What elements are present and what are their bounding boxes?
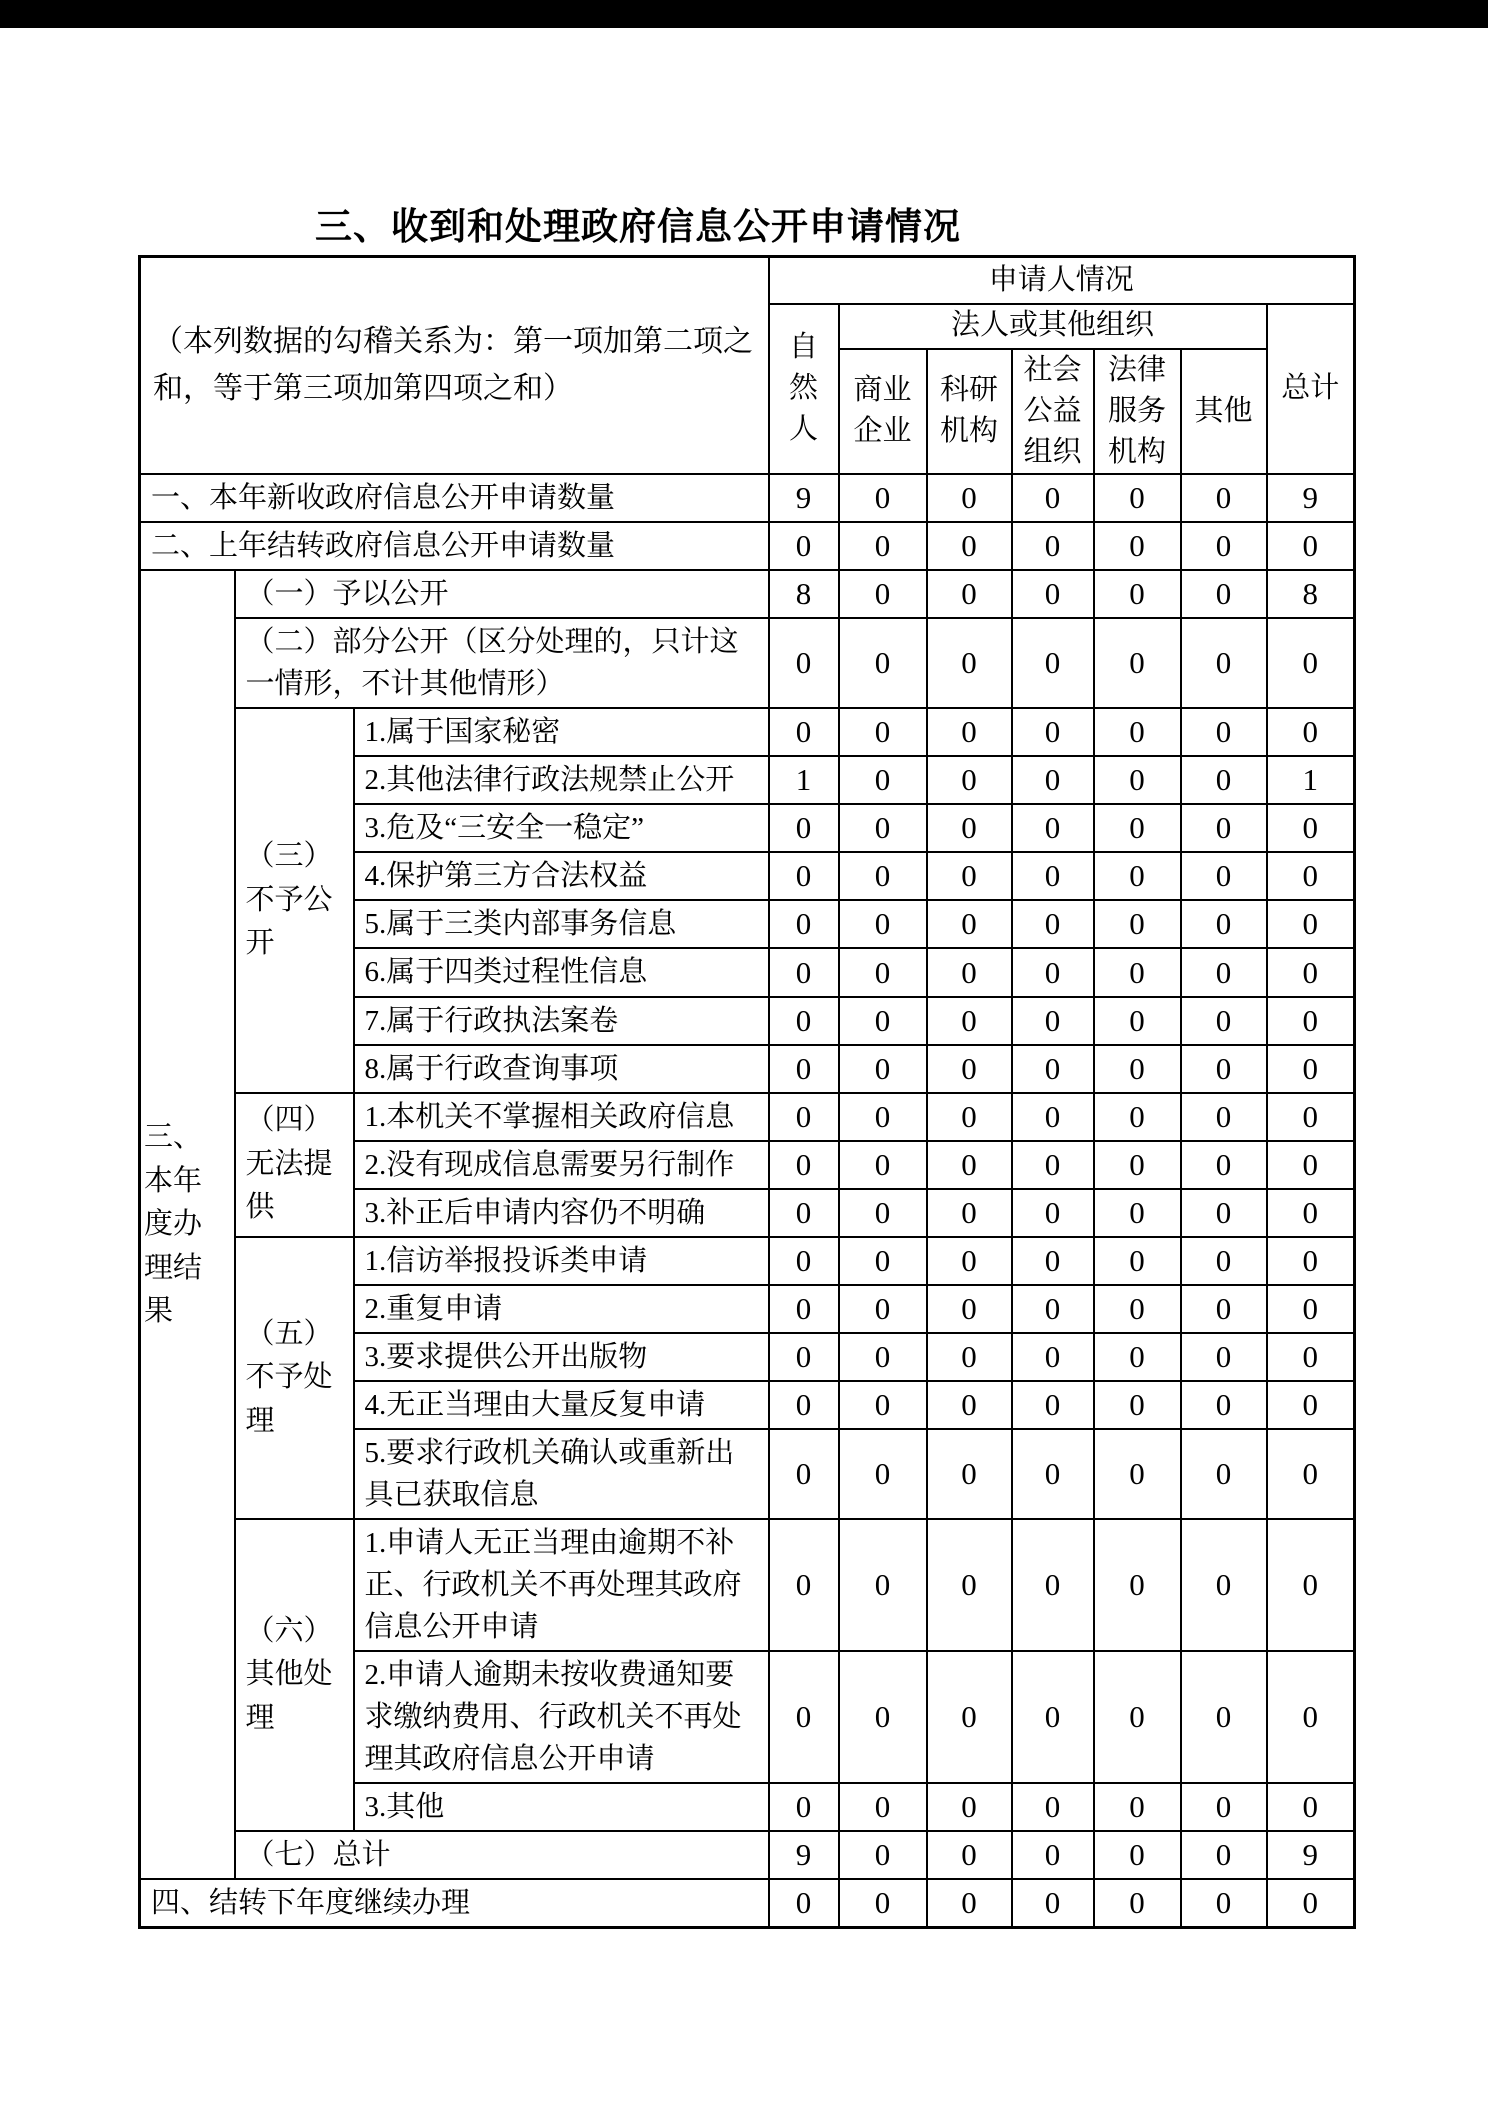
row-label: 2.申请人逾期未按收费通知要求缴纳费用、行政机关不再处理其政府信息公开申请 [354, 1651, 769, 1783]
value-cell: 0 [839, 1429, 927, 1519]
row-label: （一）予以公开 [235, 570, 769, 618]
value-cell: 0 [1181, 948, 1267, 996]
value-cell: 0 [1181, 1429, 1267, 1519]
value-cell: 0 [1181, 1783, 1267, 1831]
value-cell: 0 [839, 1381, 927, 1429]
value-cell: 0 [1094, 756, 1181, 804]
value-cell: 0 [1181, 804, 1267, 852]
value-cell: 0 [769, 1141, 839, 1189]
value-cell: 0 [927, 804, 1012, 852]
table-row [140, 1237, 1355, 1285]
value-cell: 0 [1094, 1879, 1181, 1928]
value-cell: 0 [927, 570, 1012, 618]
header-total: 总计 [1267, 304, 1355, 475]
header-other-org: 其他 [1181, 349, 1267, 475]
value-cell: 0 [839, 900, 927, 948]
value-cell: 0 [1012, 948, 1094, 996]
value-cell: 0 [1094, 804, 1181, 852]
value-cell: 0 [1267, 1333, 1355, 1381]
value-cell: 0 [1267, 618, 1355, 708]
value-cell: 0 [1094, 1519, 1181, 1651]
row-label: （二）部分公开（区分处理的，只计这一情形，不计其他情形） [235, 618, 769, 708]
value-cell: 0 [1181, 1831, 1267, 1879]
row-label: 一、本年新收政府信息公开申请数量 [140, 474, 769, 522]
value-cell: 0 [1267, 1189, 1355, 1237]
value-cell: 0 [769, 1879, 839, 1928]
value-cell: 0 [1267, 1783, 1355, 1831]
value-cell: 0 [839, 1651, 927, 1783]
value-cell: 1 [769, 756, 839, 804]
value-cell: 0 [927, 1093, 1012, 1141]
value-cell: 0 [1181, 997, 1267, 1045]
value-cell: 9 [769, 474, 839, 522]
value-cell: 0 [1267, 1519, 1355, 1651]
value-cell: 0 [769, 1189, 839, 1237]
value-cell: 0 [769, 1783, 839, 1831]
value-cell: 0 [1267, 1141, 1355, 1189]
value-cell: 0 [1181, 900, 1267, 948]
value-cell: 0 [927, 852, 1012, 900]
value-cell: 0 [927, 618, 1012, 708]
value-cell: 0 [839, 756, 927, 804]
row-label: 4.保护第三方合法权益 [354, 852, 769, 900]
row-label: 1.属于国家秘密 [354, 708, 769, 756]
row-label: 二、上年结转政府信息公开申请数量 [140, 522, 769, 570]
value-cell: 0 [1181, 1093, 1267, 1141]
value-cell: 0 [1094, 900, 1181, 948]
value-cell: 0 [1012, 1651, 1094, 1783]
table-note: （本列数据的勾稽关系为：第一项加第二项之和，等于第三项加第四项之和） [140, 257, 769, 475]
value-cell: 0 [927, 1879, 1012, 1928]
value-cell: 0 [839, 948, 927, 996]
value-cell: 0 [839, 1333, 927, 1381]
value-cell: 0 [839, 1285, 927, 1333]
value-cell: 0 [839, 1093, 927, 1141]
value-cell: 0 [769, 522, 839, 570]
value-cell: 0 [1094, 522, 1181, 570]
value-cell: 0 [927, 1429, 1012, 1519]
row-label: 8.属于行政查询事项 [354, 1045, 769, 1093]
value-cell: 0 [839, 1237, 927, 1285]
value-cell: 0 [839, 1831, 927, 1879]
value-cell: 0 [1181, 1519, 1267, 1651]
value-cell: 0 [1181, 522, 1267, 570]
row-label: 3.要求提供公开出版物 [354, 1333, 769, 1381]
value-cell: 0 [1267, 804, 1355, 852]
value-cell: 0 [839, 997, 927, 1045]
value-cell: 0 [1012, 1381, 1094, 1429]
value-cell: 0 [1267, 1237, 1355, 1285]
value-cell: 0 [1267, 1381, 1355, 1429]
row-label: 1.申请人无正当理由逾期不补正、行政机关不再处理其政府信息公开申请 [354, 1519, 769, 1651]
value-cell: 0 [769, 1381, 839, 1429]
value-cell: 0 [1094, 948, 1181, 996]
value-cell: 0 [1012, 1045, 1094, 1093]
value-cell: 0 [1012, 474, 1094, 522]
value-cell: 0 [1094, 1045, 1181, 1093]
value-cell: 0 [1012, 852, 1094, 900]
value-cell: 9 [1267, 1831, 1355, 1879]
value-cell: 0 [1094, 1285, 1181, 1333]
value-cell: 0 [927, 1141, 1012, 1189]
value-cell: 9 [769, 1831, 839, 1879]
section-label: 三、本年度办理结果 [140, 570, 235, 1879]
value-cell: 0 [927, 1831, 1012, 1879]
value-cell: 0 [1181, 852, 1267, 900]
table-row [140, 257, 1355, 304]
table-row [140, 522, 1355, 570]
value-cell: 0 [1181, 618, 1267, 708]
value-cell: 0 [769, 1045, 839, 1093]
row-label: 6.属于四类过程性信息 [354, 948, 769, 996]
value-cell: 0 [1181, 1333, 1267, 1381]
applications-table [138, 255, 1356, 1929]
value-cell: 0 [927, 1045, 1012, 1093]
value-cell: 0 [1094, 618, 1181, 708]
value-cell: 0 [927, 1333, 1012, 1381]
group-label: （五）不予处理 [235, 1237, 354, 1519]
value-cell: 0 [927, 708, 1012, 756]
value-cell: 0 [769, 997, 839, 1045]
group-label: （四）无法提供 [235, 1093, 354, 1237]
value-cell: 0 [1094, 1141, 1181, 1189]
value-cell: 0 [1094, 1189, 1181, 1237]
value-cell: 0 [839, 1141, 927, 1189]
value-cell: 0 [839, 1519, 927, 1651]
value-cell: 0 [839, 804, 927, 852]
value-cell: 0 [927, 1381, 1012, 1429]
value-cell: 0 [1181, 1189, 1267, 1237]
header-legal-or-other-org: 法人或其他组织 [839, 304, 1267, 349]
value-cell: 0 [839, 852, 927, 900]
value-cell: 0 [1267, 1045, 1355, 1093]
value-cell: 0 [769, 948, 839, 996]
value-cell: 0 [927, 474, 1012, 522]
value-cell: 0 [927, 948, 1012, 996]
value-cell: 0 [1012, 570, 1094, 618]
value-cell: 0 [927, 1519, 1012, 1651]
group-label: （六）其他处理 [235, 1519, 354, 1831]
table-row [140, 708, 1355, 756]
header-legal-service-org: 法律服务机构 [1094, 349, 1181, 475]
value-cell: 0 [1012, 1429, 1094, 1519]
value-cell: 0 [769, 1429, 839, 1519]
value-cell: 0 [1267, 1651, 1355, 1783]
value-cell: 0 [1012, 1141, 1094, 1189]
row-label: 3.其他 [354, 1783, 769, 1831]
value-cell: 0 [839, 618, 927, 708]
value-cell: 0 [1267, 1285, 1355, 1333]
header-commercial-enterprise: 商业企业 [839, 349, 927, 475]
table-row [140, 1879, 1355, 1928]
value-cell: 0 [1267, 948, 1355, 996]
top-bar [0, 0, 1488, 28]
value-cell: 0 [927, 1783, 1012, 1831]
value-cell: 0 [1181, 1237, 1267, 1285]
value-cell: 0 [1012, 522, 1094, 570]
row-label: （七）总计 [235, 1831, 769, 1879]
value-cell: 0 [839, 570, 927, 618]
value-cell: 0 [927, 900, 1012, 948]
value-cell: 0 [839, 1879, 927, 1928]
value-cell: 0 [927, 1189, 1012, 1237]
value-cell: 0 [769, 1333, 839, 1381]
value-cell: 0 [1012, 1879, 1094, 1928]
value-cell: 0 [927, 1285, 1012, 1333]
value-cell: 0 [769, 1237, 839, 1285]
row-label: 7.属于行政执法案卷 [354, 997, 769, 1045]
value-cell: 0 [1012, 1093, 1094, 1141]
value-cell: 0 [1181, 708, 1267, 756]
value-cell: 0 [1181, 1141, 1267, 1189]
table-row [140, 1519, 1355, 1651]
value-cell: 0 [927, 522, 1012, 570]
value-cell: 0 [769, 852, 839, 900]
value-cell: 8 [1267, 570, 1355, 618]
value-cell: 0 [1094, 708, 1181, 756]
value-cell: 0 [1012, 618, 1094, 708]
value-cell: 0 [769, 618, 839, 708]
value-cell: 0 [1181, 1381, 1267, 1429]
row-label: 2.重复申请 [354, 1285, 769, 1333]
value-cell: 0 [1181, 474, 1267, 522]
value-cell: 0 [769, 1093, 839, 1141]
value-cell: 0 [1012, 804, 1094, 852]
value-cell: 0 [1267, 852, 1355, 900]
value-cell: 8 [769, 570, 839, 618]
row-label: 3.补正后申请内容仍不明确 [354, 1189, 769, 1237]
value-cell: 0 [1267, 1093, 1355, 1141]
row-label: 2.没有现成信息需要另行制作 [354, 1141, 769, 1189]
value-cell: 0 [1012, 1333, 1094, 1381]
value-cell: 0 [839, 708, 927, 756]
value-cell: 0 [927, 1237, 1012, 1285]
value-cell: 0 [1181, 570, 1267, 618]
value-cell: 0 [839, 474, 927, 522]
row-label: 5.要求行政机关确认或重新出具已获取信息 [354, 1429, 769, 1519]
value-cell: 0 [1094, 997, 1181, 1045]
value-cell: 0 [1094, 1783, 1181, 1831]
table-row [140, 1831, 1355, 1879]
value-cell: 0 [1181, 1651, 1267, 1783]
value-cell: 0 [1012, 1831, 1094, 1879]
value-cell: 0 [1012, 997, 1094, 1045]
row-label: 1.信访举报投诉类申请 [354, 1237, 769, 1285]
value-cell: 0 [1012, 708, 1094, 756]
value-cell: 0 [839, 1189, 927, 1237]
value-cell: 0 [1267, 900, 1355, 948]
header-research-institution: 科研机构 [927, 349, 1012, 475]
value-cell: 0 [1094, 1237, 1181, 1285]
value-cell: 0 [1012, 900, 1094, 948]
row-label: 2.其他法律行政法规禁止公开 [354, 756, 769, 804]
group-label: （三）不予公开 [235, 708, 354, 1092]
value-cell: 0 [1094, 1831, 1181, 1879]
value-cell: 0 [1012, 1189, 1094, 1237]
row-label: 4.无正当理由大量反复申请 [354, 1381, 769, 1429]
value-cell: 0 [1012, 1285, 1094, 1333]
value-cell: 0 [769, 1519, 839, 1651]
value-cell: 1 [1267, 756, 1355, 804]
value-cell: 0 [1094, 570, 1181, 618]
header-social-welfare-org: 社会公益组织 [1012, 349, 1094, 475]
value-cell: 0 [769, 1285, 839, 1333]
value-cell: 0 [1012, 756, 1094, 804]
row-label: 四、结转下年度继续办理 [140, 1879, 769, 1928]
value-cell: 9 [1267, 474, 1355, 522]
value-cell: 0 [1181, 756, 1267, 804]
value-cell: 0 [1267, 522, 1355, 570]
value-cell: 0 [839, 1045, 927, 1093]
value-cell: 0 [1267, 1429, 1355, 1519]
row-label: 1.本机关不掌握相关政府信息 [354, 1093, 769, 1141]
value-cell: 0 [1012, 1519, 1094, 1651]
value-cell: 0 [1267, 997, 1355, 1045]
value-cell: 0 [839, 522, 927, 570]
value-cell: 0 [1094, 1333, 1181, 1381]
row-label: 3.危及“三安全一稳定” [354, 804, 769, 852]
value-cell: 0 [769, 1651, 839, 1783]
value-cell: 0 [1094, 852, 1181, 900]
value-cell: 0 [839, 1783, 927, 1831]
value-cell: 0 [1094, 1429, 1181, 1519]
value-cell: 0 [927, 1651, 1012, 1783]
table-row [140, 1093, 1355, 1141]
value-cell: 0 [769, 900, 839, 948]
value-cell: 0 [1267, 1879, 1355, 1928]
value-cell: 0 [1094, 1093, 1181, 1141]
value-cell: 0 [1094, 474, 1181, 522]
value-cell: 0 [927, 997, 1012, 1045]
value-cell: 0 [1267, 708, 1355, 756]
header-applicant-status: 申请人情况 [769, 257, 1355, 304]
table-row [140, 570, 1355, 618]
value-cell: 0 [1012, 1237, 1094, 1285]
value-cell: 0 [927, 756, 1012, 804]
table-row [140, 618, 1355, 708]
value-cell: 0 [1181, 1045, 1267, 1093]
value-cell: 0 [1012, 1783, 1094, 1831]
value-cell: 0 [1094, 1381, 1181, 1429]
page-title: 三、收到和处理政府信息公开申请情况 [315, 206, 961, 247]
value-cell: 0 [769, 804, 839, 852]
table-row [140, 474, 1355, 522]
value-cell: 0 [769, 708, 839, 756]
value-cell: 0 [1181, 1285, 1267, 1333]
row-label: 5.属于三类内部事务信息 [354, 900, 769, 948]
header-natural-person: 自然人 [769, 304, 839, 475]
value-cell: 0 [1181, 1879, 1267, 1928]
value-cell: 0 [1094, 1651, 1181, 1783]
